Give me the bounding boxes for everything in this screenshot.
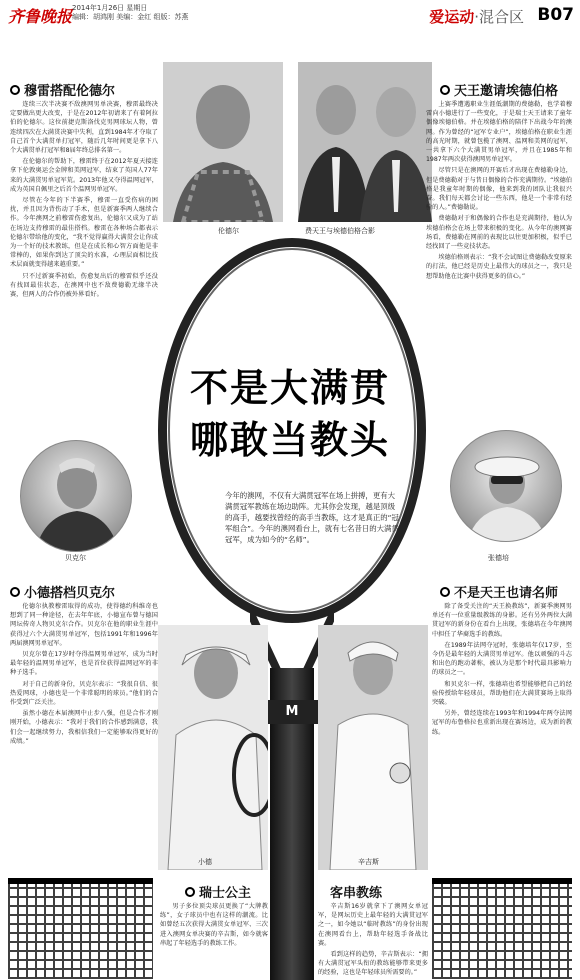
- caption-federer-edberg: 费天王与埃德伯格合影: [305, 227, 375, 235]
- issue-date: 2014年1月26日 星期日: [72, 4, 148, 12]
- article-paragraph: 和贝克尔一样，张德培也希望能够把自己的经验传授给年轻球员，帮助他们在大满贯赛场上取得突破。: [432, 680, 572, 707]
- article-paragraph: 对于自己的新身份，贝克尔表示：“我很自信、很热爱网球，小德也是一个非常聪明的球员。”他们的合作受到广泛关注。: [10, 680, 158, 707]
- subsection-name: ·混合区: [474, 8, 524, 26]
- section-title-hingis: 瑞士公主: [185, 882, 251, 901]
- article-paragraph: 辛吉斯16岁就拿下了澳网女单冠军，是网坛历史上最年轻的大满贯冠军之一，如今她以“临时教练”的身份出现在澳网看台上，帮助年轻选手备战比赛。: [318, 903, 428, 947]
- article-paragraph: 费德勒对于和偶像的合作也是充满期待，他认为埃德伯格会在场上带来积极的变化。从今年的澳网赛场看，费德勒在网前的表现比以往更加积极，似乎已经找回了一些竞技状态。: [426, 215, 572, 251]
- article-column-federer: [426, 100, 572, 420]
- article-column-murray: [10, 100, 158, 440]
- article-column-chang: [432, 602, 572, 870]
- target-icon: [440, 587, 450, 597]
- section-title-chang: 不是天王也请名师: [440, 582, 558, 601]
- article-paragraph: 连续三次半决赛不敌澳网男单决赛，穆雷最终决定要做出更大改变，于是在2012年初请来了有着阿拉伯的伦德尔。这位前捷克斯洛伐克男网球坛人物，曾连续四次在大满贯决赛中失利，直到1984年才夺取了自己首个大满贯单打冠军，随后几年时间更是拿下八个大满贯单打冠军和8届年终总排名第一。: [10, 101, 158, 155]
- photo-djokovic: [158, 625, 268, 870]
- article-paragraph: 贝克尔曾在17岁时夺得温网男单冠军，成为当时最年轻的温网男单冠军，也是首位获得温网冠军的非种子选手。: [10, 651, 158, 677]
- racket-brand-band: M: [266, 700, 318, 724]
- issue-info: [72, 4, 188, 22]
- photo-becker: [20, 440, 132, 552]
- caption-hingis: 辛吉斯: [358, 858, 379, 866]
- article-paragraph: 只不过新赛季初始，伤愈复出后的穆雷似乎还没有找回最佳状态，在澳网中也不敌费德勒无缘半决赛，但两人的合作仍被外界看好。: [10, 272, 158, 299]
- page-number: B07: [537, 5, 574, 25]
- section-name: 爱运动·混合区: [429, 8, 524, 26]
- newspaper-logo: 齐鲁晚报: [8, 7, 73, 26]
- section-title-federer: 天王邀请埃德伯格: [440, 80, 558, 99]
- person-photo-icon: [451, 431, 562, 542]
- photo-chang: [450, 430, 562, 542]
- person-photo-icon: [163, 62, 283, 222]
- article-paragraph: 除了备受关注的“天王换教练”，新赛季澳网男单还有一位重量级教练的身影。还有另外两位大满贯冠军的新身份在看台上出现，张德培在今年澳网中担任了华裔选手的教练。: [432, 603, 572, 638]
- article-paragraph: 上赛季遭遇职业生涯低潮期的费德勒，也学着穆雷向小德进行了一些变化，于是瑞士天王请来了童年偶像埃德伯格。并在埃德伯格的陪伴下出战今年的澳网。作为曾经的“冠军专业户”，埃德伯格在职业生涯的高光时期，就曾包揽了澳网、温网和美网的冠军，一共拿下六个大满贯男单冠军，并且在1985年和1987年两次获得澳网男单冠军。: [426, 101, 572, 164]
- people-photo-icon: [298, 62, 432, 222]
- issue-editors: 编辑：胡鸿刚 美编：金红 组版：苏燕: [72, 13, 189, 21]
- caption-lendl: 伦德尔: [218, 227, 239, 235]
- article-column-hingis-2: [318, 902, 428, 978]
- article-paragraph: 伦德尔执教穆雷取得的成功，使得德约科维奇也想到了同一种途径，在去年年底，小德宣布曾与德国网坛传奇人物贝克尔合作。贝克尔在他的职业生涯中获得过六个大满贯男单冠军，包括1991年和1996年两届澳网男单冠军。: [10, 603, 158, 647]
- lead-paragraph: 今年的澳网，不仅有大满贯冠军在场上拼搏，更有大满贯冠军教练在场边助阵。尤其你会发现，越是顶级的高手，越要找曾经的高手当教练，这才是真正的“冠军组合”。今年的澳网看台上，就有七名昔日的大满贯冠军，成为如今的“名师”。: [225, 491, 399, 544]
- section-title-djokovic: 小德搭档贝克尔: [10, 582, 115, 601]
- caption-chang: 张德培: [488, 554, 509, 562]
- caption-djokovic: 小德: [198, 858, 212, 866]
- target-icon: [10, 85, 20, 95]
- article-paragraph: 尽管只是在澳网的开赛后才出现在费德勒身边，但是费德勒对于与昔日偶像的合作充满期待。“埃德伯格是我童年时期的偶像，他来到我的团队让我很兴奋。我们每天都会讨论一些东西，他是一个非常有经验的人。”费德勒说。: [426, 167, 572, 212]
- net-graphic-left: [8, 884, 153, 979]
- article-column-djokovic: [10, 602, 158, 870]
- photo-lendl: [163, 62, 283, 222]
- article-paragraph: 在1989年法网夺冠时，张德培年仅17岁，至今仍是最年轻的大满贯男单冠军。他以顽强的斗志和出色的跑动著称，被认为是那个时代最具影响力的球员之一。: [432, 641, 572, 677]
- section-title-murray: 穆雷搭配伦德尔: [10, 80, 115, 99]
- target-icon: [10, 587, 20, 597]
- headline-line-1: 不是大满贯: [189, 365, 390, 410]
- article-paragraph: 另外，曾经连续在1993年和1994年两夺法网冠军的布鲁格拉也重新出现在赛场边，成为新的教练。: [432, 710, 572, 736]
- person-photo-icon: [158, 625, 268, 870]
- section-title-hingis-2: 客串教练: [330, 886, 383, 901]
- article-column-hingis-1: [160, 902, 268, 978]
- photo-hingis: [318, 625, 428, 870]
- person-photo-icon: [318, 625, 428, 870]
- target-icon: [440, 85, 450, 95]
- net-graphic-right: [432, 884, 572, 979]
- article-paragraph: 男子多位顶尖球员更换了“大牌教练”，女子球员中也有这样的潮流。比如曾经五次获得大满贯女单冠军、三次进入澳网女单决赛的辛吉斯，如今就客串起了年轻选手的教练工作。: [160, 903, 268, 947]
- target-icon: [185, 887, 195, 897]
- article-paragraph: 埃德伯格则表示：“我不会试图让费德勒改变原来的打法，他已经是历史上最伟大的球员之一，我只是想帮助他在比赛中获得更多的信心。”: [426, 254, 572, 280]
- person-photo-icon: [21, 441, 132, 552]
- headline-line-2: 哪敢当教头: [189, 417, 390, 462]
- photo-federer-edberg: [298, 62, 432, 222]
- main-headline: [165, 362, 415, 466]
- article-paragraph: 虽然小德在本届澳网中止步八强，但是合作才刚刚开始，小德表示：“我对于我们的合作感到满意，我们会一起继续努力，我相信我们一定能够取得更好的成绩。”: [10, 710, 158, 745]
- article-paragraph: 在伦德尔的帮助下，穆雷终于在2012年夏天接连拿下伦敦奥运会金牌和美网冠军，结束了英国人77年来的大满贯男单冠军荒。2013年他又夺得温网冠军，成为英国自佩里之后首个温网男单冠军。: [10, 158, 158, 193]
- caption-becker: 贝克尔: [65, 554, 86, 562]
- article-paragraph: 看到这样的趋势，辛吉斯表示：“拥有大满贯冠军头衔的教练能够带来更多的经验，这也是年轻球员所需要的。”: [318, 951, 428, 977]
- article-paragraph: 尽管在今年的下半赛季，穆雷一直受伤病的困扰，并且因为背伤动了手术，但是新赛季两人继续合作。今年澳网之前穆雷伤愈复出，伦德尔又成为了站在场边支持穆雷的最佳搭档。穆雷在各种场合都表示伦德尔带给他的变化，“我不觉得赢得大满贯会让你成为一个好的技术教练，但是在成长和心智方面他是非常棒的，如果你到达了顶尖的水准，心理层面相比技术层面就变得越来越重要。”: [10, 197, 158, 269]
